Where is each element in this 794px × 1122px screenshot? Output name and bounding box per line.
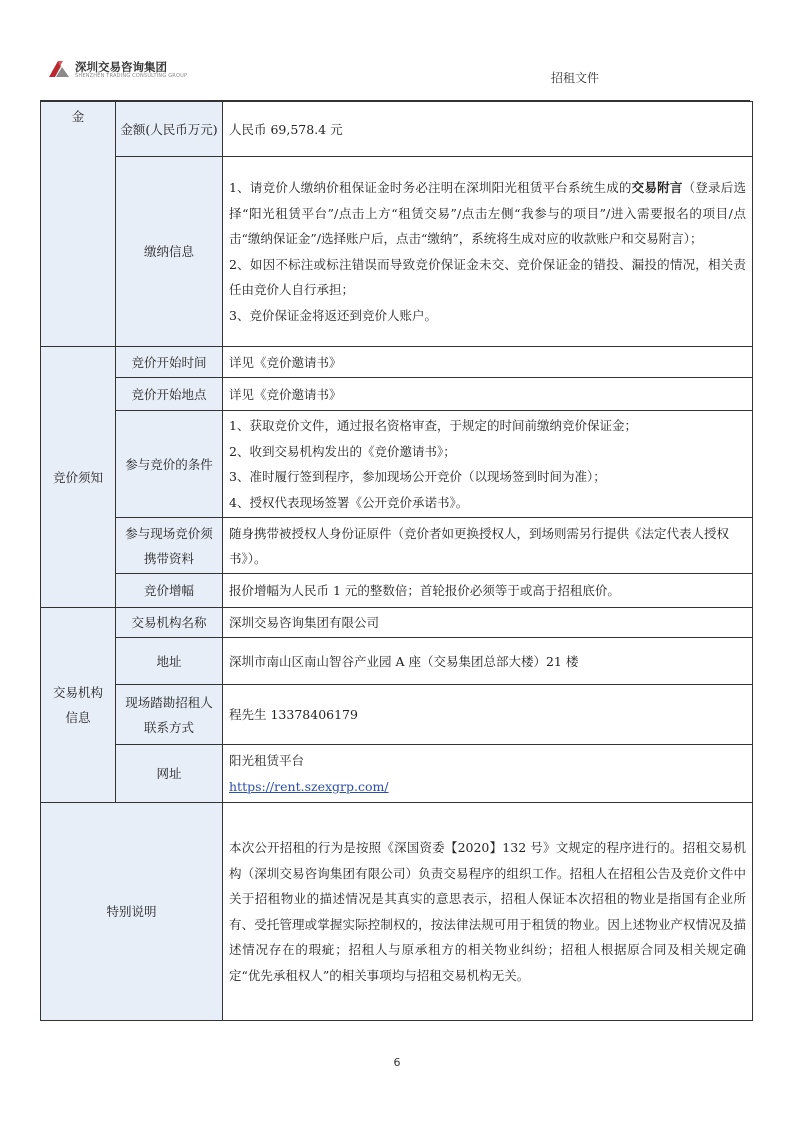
page-header — [0, 0, 794, 104]
table-row — [41, 347, 753, 378]
condition-item: 1、获取竞价文件，通过报名资格审查，于规定的时间前缴纳竞价保证金； — [229, 418, 637, 433]
table-row — [41, 411, 753, 518]
payment-paragraph-2: 2、如因不标注或标注错误而导致竞价保证金未交、竞价保证金的错投、漏投的情况，相关责任由竞价人自行承担； — [229, 256, 746, 297]
payment-paragraph-1 — [229, 175, 746, 252]
table-row — [41, 574, 753, 608]
document-title: 招租文件 — [551, 71, 600, 85]
website-link[interactable]: https://rent.szexgrp.com/ — [229, 778, 389, 794]
table-row — [41, 157, 753, 347]
website-platform-name: 阳光租赁平台 — [229, 753, 305, 768]
row-label-agency-name: 交易机构名称 — [116, 608, 223, 638]
row-label-amount: 金额(人民币万元) — [116, 102, 223, 157]
row-value-amount: 人民币 69,578.4 元 — [223, 102, 753, 157]
payment-paragraph-3: 3、竞价保证金将返还到竞价人账户。 — [229, 307, 437, 323]
table-row — [41, 608, 753, 638]
row-value-contact: 程先生 13378406179 — [223, 685, 753, 745]
row-label-materials: 参与现场竞价须携带资料 — [116, 518, 223, 574]
payment-text-pre: 1、请竞价人缴纳价租保证金时务必注明在深圳阳光租赁平台系统生成的 — [229, 180, 632, 195]
condition-item: 3、准时履行签到程序，参加现场公开竞价（以现场签到时间为准）； — [229, 469, 606, 484]
row-value-materials: 随身携带被授权人身份证原件（竞价者如更换授权人，到场则需另行提供《法定代表人授权书》）。 — [223, 518, 753, 574]
row-label-start-location: 竞价开始地点 — [116, 378, 223, 411]
condition-item: 4、授权代表现场签署《公开竞价承诺书》。 — [229, 494, 469, 510]
table-row — [41, 638, 753, 685]
logo-chinese-name: 深圳交易咨询集团 — [75, 60, 167, 74]
row-label-increment: 竞价增幅 — [116, 574, 223, 608]
row-label-payment: 缴纳信息 — [116, 157, 223, 347]
row-label-address: 地址 — [116, 638, 223, 685]
table-row — [41, 378, 753, 411]
row-value-start-location: 详见《竞价邀请书》 — [223, 378, 753, 411]
row-value-address: 深圳市南山区南山智谷产业园 A 座（交易集团总部大楼）21 楼 — [223, 638, 753, 685]
tender-info-table — [40, 101, 753, 1021]
section-label-deposit: 金 — [41, 102, 116, 347]
special-notice-text: 本次公开招租的行为是按照《深国资委【2020】132 号》文规定的程序进行的。招租交易机构（深圳交易咨询集团有限公司）负责交易程序的组织工作。招租人在招租公告及竞价文件中关于招租物业的描述情况是其真实的意思表示，招租人保证本次招租的物业是指国有企业所有、受托管理或掌握实际控制权的，按法律法规可用于租赁的物业。因上述物业产权情况及描述情况存在的瑕疵；招租人与原承租方的相关物业纠纷；招租人根据原合同及相关规定确定“优先承租权人”的相关事项均与招租交易机构无关。 — [229, 840, 746, 983]
interlocking-triangle-logo-icon — [47, 57, 71, 81]
transaction-memo-highlight: 交易附言 — [631, 180, 683, 195]
payment-text-post: （登录后选择“阳光租赁平台”/点击上方“租赁交易”/点击左侧“我参与的项目”/进入需要报名的项目/点击“缴纳保证金”/选择账户后，点击“缴纳”，系统将生成对应的收款账户和交易附言）； — [229, 180, 746, 246]
row-label-conditions: 参与竞价的条件 — [116, 411, 223, 518]
row-value-payment — [223, 157, 753, 347]
logo-english-name: SHENZHEN TRADING CONSULTING GROUP — [75, 73, 188, 79]
table-row — [41, 745, 753, 803]
row-label-website: 网址 — [116, 745, 223, 803]
section-label-agency: 交易机构信息 — [41, 608, 116, 803]
row-label-contact: 现场踏勘招租人联系方式 — [116, 685, 223, 745]
row-label-start-time: 竞价开始时间 — [116, 347, 223, 378]
page-number: 6 — [393, 1056, 401, 1069]
row-value-conditions — [223, 411, 753, 518]
section-label-bidding: 竞价须知 — [41, 347, 116, 608]
table-row — [41, 803, 753, 1021]
table-row — [41, 518, 753, 574]
condition-item: 2、收到交易机构发出的《竞价邀请书》； — [229, 443, 456, 459]
row-value-special — [223, 803, 753, 1021]
section-label-special: 特别说明 — [41, 803, 223, 1021]
table-row — [41, 102, 753, 157]
row-value-website — [223, 745, 753, 803]
row-value-agency-name: 深圳交易咨询集团有限公司 — [223, 608, 753, 638]
row-value-increment: 报价增幅为人民币 1 元的整数倍；首轮报价必须等于或高于招租底价。 — [223, 574, 753, 608]
row-value-start-time: 详见《竞价邀请书》 — [223, 347, 753, 378]
table-row — [41, 685, 753, 745]
company-logo — [47, 57, 207, 83]
